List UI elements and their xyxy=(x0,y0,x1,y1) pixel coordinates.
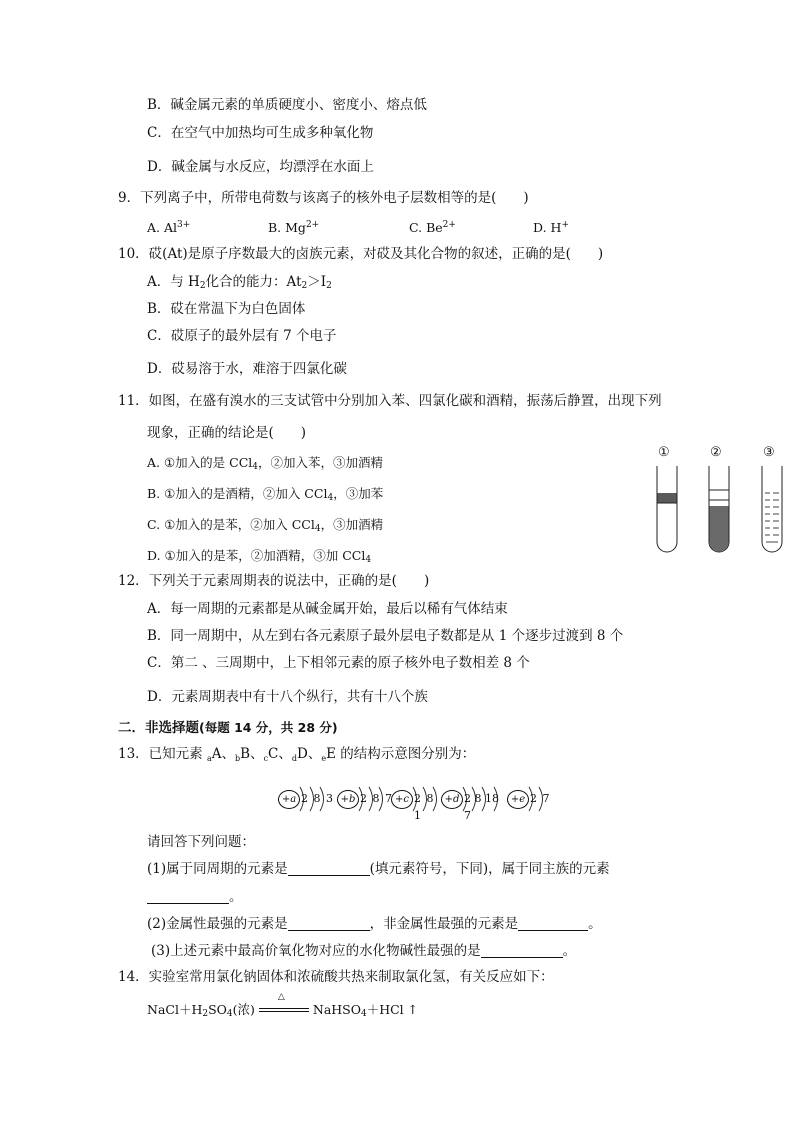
atom-c-electrons: 2 8 1 xyxy=(414,792,435,822)
q8-option-c: C．在空气中加热均可生成多种氧化物 xyxy=(147,125,374,141)
q9-option-b: B. $Mg^{2+}$ xyxy=(268,220,320,235)
q10-option-a: A．与 $H_2$化合的能力：$At_2>I_2$ xyxy=(147,274,332,291)
test-tubes-drawing xyxy=(648,444,788,556)
q11-option-d: D. ①加入的是苯，②加酒精，③加 CCl$_4$ xyxy=(147,548,372,565)
section-2-title: 二．非选择题 xyxy=(118,720,199,736)
atom-b-electrons: 2 8 7 xyxy=(360,792,393,805)
q13-part-3: (3)上述元素中最高价氧化物对应的水化物碱性最强的是 。 xyxy=(151,943,577,959)
atom-diagram-e xyxy=(507,784,557,814)
tube-2-label: ② xyxy=(710,445,722,460)
tube-3-outline xyxy=(762,466,782,552)
q13-part-1: (1)属于同周期的元素是 (填元素符号，下同)，属于同主族的元素 xyxy=(147,861,610,877)
q13-blank-2[interactable] xyxy=(147,889,229,904)
atom-d-nucleus: +d xyxy=(441,790,463,809)
q14-stem: 14．实验室常用氯化钠固体和浓硫酸共热来制取氯化氢，有关反应如下： xyxy=(118,969,554,985)
q12-option-b: B．同一周期中，从左到右各元素原子最外层电子数都是从 1 个逐步过渡到 8 个 xyxy=(147,628,624,644)
q11-option-b: B. ①加入的是酒精，②加入 CCl$_4$，③加苯 xyxy=(147,486,384,503)
tube-3-label: ③ xyxy=(763,445,775,460)
q13-part-2: (2)金属性最强的元素是 ，非金属性最强的元素是 。 xyxy=(147,916,602,932)
q13-stem: 13．已知元素 $_a$A、$_b$B、$_c$C、$_d$D、$_e$E 的结构示意图分别为： xyxy=(118,746,476,763)
q10-stem: 10．砹(At)是原子序数最大的卤族元素，对砹及其化合物的叙述，正确的是( ) xyxy=(118,246,604,262)
q9-option-c: C. $Be^{2+}$ xyxy=(409,220,456,235)
atom-c-nucleus: +c xyxy=(391,790,413,809)
q8-option-b: B．碱金属元素的单质硬度小、密度小、熔点低 xyxy=(147,97,427,113)
q11-option-a: A. ①加入的是 CCl$_4$，②加入苯，③加酒精 xyxy=(147,455,384,472)
heat-condition: △ xyxy=(277,992,285,1002)
q11-stem-line2: 现象，正确的结论是( ) xyxy=(147,425,307,441)
q13-blank-4[interactable] xyxy=(518,916,588,931)
atom-a-nucleus: +a xyxy=(278,790,300,809)
q13-blank-5[interactable] xyxy=(481,943,563,958)
section-2-note: (每题 14 分，共 28 分) xyxy=(199,720,338,735)
q9-option-d: D. H+ xyxy=(533,220,569,235)
q13-blank-1[interactable] xyxy=(288,861,370,876)
q14-equation: $NaCl+H_2SO_4$(浓) △ NaHSO$_4$＋HCl ↑ xyxy=(147,992,419,1019)
q9-option-a: A. $Al^{3+}$ xyxy=(147,220,191,235)
test-tubes-figure xyxy=(648,444,788,556)
section-2-heading xyxy=(118,719,338,737)
atom-a-electrons: 2 8 3 xyxy=(301,792,334,805)
q10-option-d: D．砹易溶于水，难溶于四氯化碳 xyxy=(147,361,347,377)
atom-diagram-d xyxy=(441,784,503,822)
q11-stem-line1: 11．如图，在盛有溴水的三支试管中分别加入苯、四氯化碳和酒精，振荡后静置，出现下列 xyxy=(118,393,662,409)
atom-e-electrons: 2 7 xyxy=(530,792,551,805)
tube-1-label: ① xyxy=(658,445,670,460)
atom-e-nucleus: +e xyxy=(507,790,529,809)
q8-option-d: D．碱金属与水反应，均漂浮在水面上 xyxy=(147,159,374,175)
tube-1-upper-layer xyxy=(658,493,677,503)
q12-option-c: C．第二 、三周期中，上下相邻元素的原子核外电子数相差 8 个 xyxy=(147,655,530,671)
reaction-arrow xyxy=(259,992,309,1016)
q9-stem: 9．下列离子中，所带电荷数与该离子的核外电子层数相等的是( ) xyxy=(118,190,529,206)
q10-option-c: C．砹原子的最外层有 7 个电子 xyxy=(147,328,337,344)
q12-stem: 12．下列关于元素周期表的说法中，正确的是( ) xyxy=(118,573,430,589)
q12-option-d: D．元素周期表中有十八个纵行，共有十八个族 xyxy=(147,689,428,705)
tube-2-lower-layer xyxy=(710,506,729,552)
tube-3-liquid xyxy=(765,493,779,542)
atom-d-electrons: 2 8 18 7 xyxy=(464,792,499,822)
tube-1-outline xyxy=(657,466,677,552)
atom-b-nucleus: +b xyxy=(337,790,359,809)
q13-part-1-cont: 。 xyxy=(147,888,243,906)
q10-option-b: B．砹在常温下为白色固体 xyxy=(147,301,306,317)
atom-diagram-a xyxy=(278,784,338,814)
q11-option-c: C. ①加入的是苯，②加入 CCl$_4$，③加酒精 xyxy=(147,517,384,534)
atom-diagram-c xyxy=(391,784,446,822)
q12-option-a: A．每一周期的元素都是从碱金属开始，最后以稀有气体结束 xyxy=(147,601,508,617)
atom-diagram-b xyxy=(337,784,397,814)
q13-blank-3[interactable] xyxy=(288,916,370,931)
q13-prompt: 请回答下列问题： xyxy=(147,834,255,850)
